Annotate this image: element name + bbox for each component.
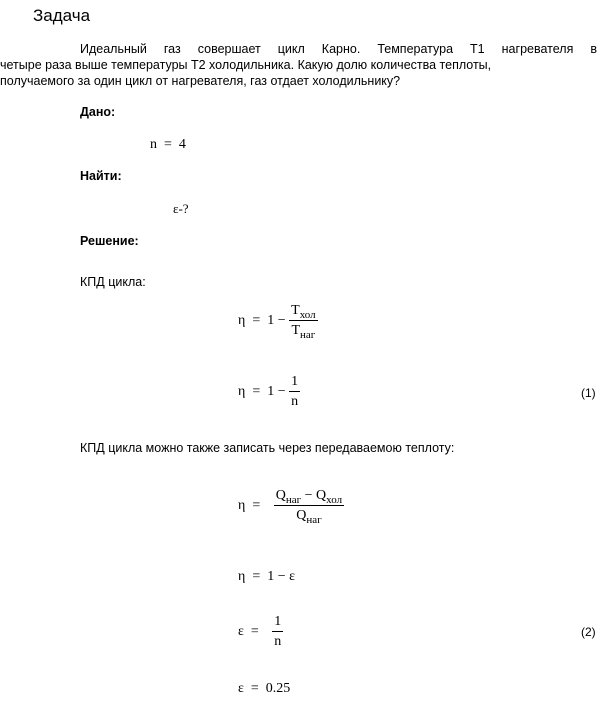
eq1-lhs: η = 1 − — [238, 313, 286, 328]
eq1-fraction — [289, 303, 318, 339]
equation-number-1: (1) — [581, 386, 596, 400]
kpd-label: КПД цикла: — [80, 275, 146, 289]
find-value: ε-? — [173, 201, 189, 216]
eq3-lhs: η = — [238, 498, 261, 513]
problem-line-2: четыре раза выше температуры Т2 холодильника. Какую долю количества теплоты, — [0, 58, 492, 72]
eq2-fraction — [289, 374, 300, 410]
eq5-numerator: 1 — [274, 614, 282, 629]
eq3-denominator — [274, 505, 344, 524]
eq5-fraction — [272, 614, 283, 650]
eq2-lhs: η = 1 − — [238, 384, 286, 399]
equation-efficiency-heat — [238, 488, 344, 524]
equation-efficiency-n — [238, 374, 300, 410]
eq3-den-base: Q — [296, 508, 307, 523]
eq1-den-sub: наг — [300, 329, 316, 341]
eq2-denominator: n — [289, 391, 300, 410]
eq1-denominator — [289, 320, 318, 339]
eq1-den-base: T — [291, 323, 301, 338]
given-value: n = 4 — [150, 137, 186, 152]
eq1-num-sub: хол — [299, 309, 316, 321]
solution-heading: Решение: — [80, 234, 139, 248]
heat-label: КПД цикла можно также записать через передаваемою теплоту: — [80, 441, 455, 455]
eq1-num-base: T — [291, 303, 300, 318]
equation-efficiency-epsilon: η = 1 − ε — [238, 569, 295, 584]
eq3-num-b: Q — [316, 488, 327, 503]
find-heading: Найти: — [80, 169, 122, 183]
eq3-num-a: Q — [275, 488, 286, 503]
eq3-fraction — [274, 488, 344, 524]
equation-epsilon-n — [238, 614, 283, 650]
eq1-numerator — [289, 303, 318, 320]
problem-statement — [0, 41, 597, 89]
page-title: Задача — [33, 6, 91, 25]
problem-line-3: получаемого за один цикл от нагревателя, газ отдает холодильнику? — [0, 74, 401, 88]
eq5-lhs: ε = — [238, 624, 259, 639]
eq2-numerator: 1 — [291, 374, 299, 389]
equation-efficiency-temperature — [238, 303, 318, 339]
equation-number-2: (2) — [581, 625, 596, 639]
eq3-num-a-sub: наг — [285, 494, 302, 506]
eq5-denominator: n — [272, 631, 283, 650]
equation-result: ε = 0.25 — [238, 681, 291, 696]
eq3-numerator — [274, 488, 344, 505]
eq3-den-sub: наг — [306, 514, 322, 526]
given-heading: Дано: — [80, 105, 116, 119]
eq3-num-op: − — [301, 488, 317, 503]
problem-line-1: Идеальный газ совершает цикл Карно. Температура Т1 нагревателя в — [80, 42, 597, 56]
eq3-num-b-sub: хол — [326, 494, 343, 506]
